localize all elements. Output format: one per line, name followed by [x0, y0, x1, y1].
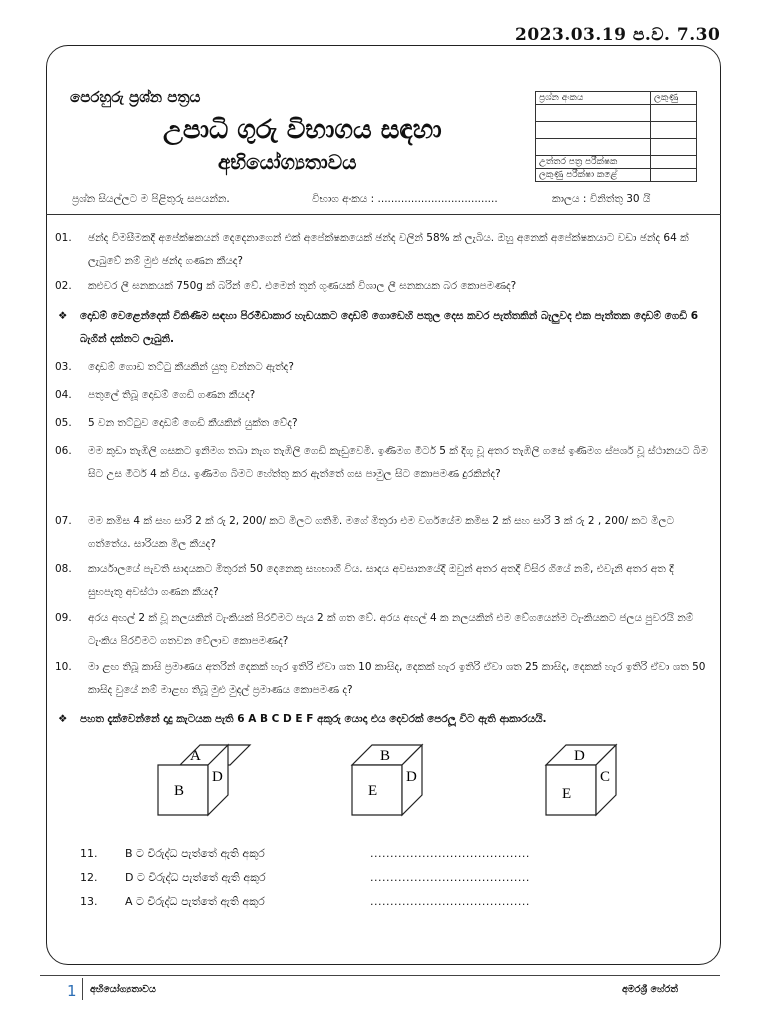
marks-table-cell [651, 105, 697, 122]
question-number: 09. [55, 612, 72, 624]
question-text: පතුලේ තිබූ දොඩම් ගෙඩි ගණන කීයද? [88, 389, 256, 401]
answer-blank[interactable]: ........................................ [370, 895, 530, 908]
question-text: 5 වන තට්ටුව දොඩම් ගෙඩි කීයකින් යුක්ත වේද? [88, 417, 298, 429]
question-text: ඡන්ද විමසීමකදී අපේක්ෂකයන් දෙදෙනාගෙන් එක් අපේක්ෂකයෙක් ඡන්ද වලින් 58% ක් ලැබිය. ඔහු අනෙක් අපේක්ෂකයාට වඩා ඡන්ද 64 ක් ලැබුවේ නම් මුළු ඡන්ද ගණන කීයද? [88, 232, 689, 267]
question-text: D ට විරුද්ධ පැත්තේ ඇති අකුර [125, 871, 266, 884]
question-text: මා ළඟ තිබූ කාසි ප්‍රමාණය අතරින් දෙකක් හැර ඉතිරි ඒවා ශත 10 කාසිද, දෙකක් හැර ඉතිරි ඒවා ශත 25 කාසිද, දෙකක් හැර ඉතිරි ඒවා ශත 50 කාසිද වුයේ නම් මාළඟ තිබූ මුළු මුදල් ප්‍රමාණය කොපමණ ද? [88, 661, 706, 696]
cube-front-letter: E [368, 783, 378, 799]
bullet-icon: ❖ [58, 310, 68, 322]
question-number: 12. [80, 871, 98, 884]
answer-blank[interactable]: ........................................ [370, 847, 530, 860]
question-number: 06. [55, 445, 72, 457]
question-number: 08. [55, 563, 72, 575]
time-allowed: කාලය : විනිත්තු 30 යි [552, 193, 651, 205]
page-subtitle: අභියෝග්‍යතාවය [218, 150, 357, 174]
index-number-field[interactable]: විභාග අංකය : .................................... [312, 193, 498, 205]
exam-frame [46, 45, 721, 965]
question-text: මම කමිස 4 ක් සහ සාරි 2 ක් රු 2, 200/ කට මිලට ගතිමි. මගේ මිතුරා එම වර්ගයේම කමිස 2 ක් සහ සාරි 3 ක් රු 2 , 200/ කට මිලට ගත්තේය. සාරියක මිල කීයද? [88, 515, 675, 550]
marks-table-cell [536, 122, 651, 139]
cube-side-letter: D [212, 769, 223, 785]
marks-table-cell [651, 122, 697, 139]
question-text: A ට විරුද්ධ පැත්තේ ඇති අකුර [125, 895, 265, 908]
paper-label: පෙරහුරු ප්‍රශ්න පත්‍රය [70, 88, 201, 106]
cube-3 [546, 745, 616, 815]
question-text: B ට විරුද්ධ පැත්තේ ඇති අකුර [125, 847, 265, 860]
page-title: උපාධි ගුරු විභාගය සඳහා [163, 115, 442, 145]
marks-table-header-marks: ලකුණු [651, 92, 697, 105]
question-number: 07. [55, 515, 72, 527]
question-number: 05. [55, 417, 72, 429]
cube-2 [352, 745, 422, 815]
question-number: 11. [80, 847, 98, 860]
marks-table-header-question: ප්‍රශ්න අංකය [536, 92, 651, 105]
cube-top-letter: B [380, 748, 391, 764]
question-text: මම කුඩා තැඹිලි ගසකට ඉනිමග තබා නැග තැඹිලි ගෙඩි කැඩුවෙමි. ඉණිමග මීටර් 5 ක් දිගු වූ අතර තැඹිලි ගසේ ඉණිමග ස්පර්ශ වූ ස්ථානයට බිම සිට උස මීටර් 4 ක් විය. ඉණිමග බිමට හේත්තු කර ඇත්තේ ගස පාමුල සිට කොපමණ දුරකින්ද? [88, 445, 708, 480]
footer-title: අභියෝග්‍යතාවය [90, 984, 156, 995]
question-number: 03. [55, 361, 72, 373]
header-divider [46, 214, 721, 215]
marks-table-cell [536, 105, 651, 122]
cube-side-letter: D [406, 769, 417, 785]
dice-diagrams [150, 735, 630, 825]
question-text: අරය අඟල් 2 ක් වූ නලයකින් ටැංකියක් පිරවීමට පැය 2 ක් ගත වේ. අරය අඟල් 4 ක නලයකින් එම වේගයෙන්ම ටැංකියකට ජලය පුවරයි නම් ටැංකිය පිරවීමට ගතවන වේලාව කොපමණද? [88, 612, 694, 647]
marks-table-cell [651, 139, 697, 156]
footer-separator [82, 978, 83, 1000]
date-time: 2023.03.19 ප.ව. 7.30 [515, 25, 721, 45]
marks-table-cell [651, 156, 697, 169]
marks-table [535, 91, 697, 182]
cube-side-letter: C [600, 769, 611, 785]
question-number: 13. [80, 895, 98, 908]
marks-table-cell [536, 139, 651, 156]
question-text: කළුවර ලී ඝනකයක් 750g ක් බරින් වේ. එමෙන් තුන් ගුණයක් විශාල ලී ඝනකයක බර කොපමණද? [88, 280, 517, 292]
instruction-text: දොඩම් වෙළෙන්දෙක් විකිණීම සඳහා පිරමීඩාකාර හැඩයකට දොඩම් ගොඩෙහි පතුල දෙස කවර පැත්තකින් බැලුවද එක පැත්තක දොඩම් ගෙඩි 6 බැගින් දක්නට ලැබුනි. [80, 310, 699, 345]
question-number: 02. [55, 280, 72, 292]
cube-front-letter: B [174, 783, 185, 799]
bullet-icon: ❖ [58, 713, 68, 725]
instruction-text: ප්‍රශ්න සියල්ලට ම පිළිතුරු සපයන්න. [72, 193, 230, 205]
marks-table-cell [651, 169, 697, 182]
answer-blank[interactable]: ........................................ [370, 871, 530, 884]
cube-1 [158, 745, 250, 815]
question-number: 10. [55, 661, 72, 673]
checker-label: ලකුණු පරීක්ෂා කළේ [536, 169, 651, 182]
question-text: කාර්යාලයේ පැවති සාදයකට මිතුරන් 50 දෙනෙකු සහභාගී විය. සාදය අවසානයේදී ඔවුන් අතර අතදී විසිර ගියේ නම්, එවැනි අතර අත දී සුභපැතූ අවස්ථා ගණන කීයද? [88, 563, 674, 598]
page-number: 1 [67, 982, 77, 1000]
cube-top-letter: D [574, 748, 585, 764]
instruction-text: පහත දැක්වෙන්නේ දාදු කැටයක පැති 6 A B C D E F අකුරු යොදා එය දෙවරක් පෙරලූ විට ඇති ආකාරයයි. [80, 713, 547, 725]
footer-author: අමරශ්‍රී හේරත් [622, 984, 678, 995]
examiner-label: උත්තර පත්‍ර පරීක්ෂක [536, 156, 651, 169]
footer-divider [40, 975, 720, 976]
cube-top-letter: A [190, 748, 201, 764]
question-number: 01. [55, 232, 72, 244]
question-text: දොඩම් ගොඩ තට්ටු කීයකින් යුතු වන්නට ඇත්ද? [88, 361, 294, 373]
cube-front-letter: E [562, 786, 572, 802]
question-number: 04. [55, 389, 72, 401]
